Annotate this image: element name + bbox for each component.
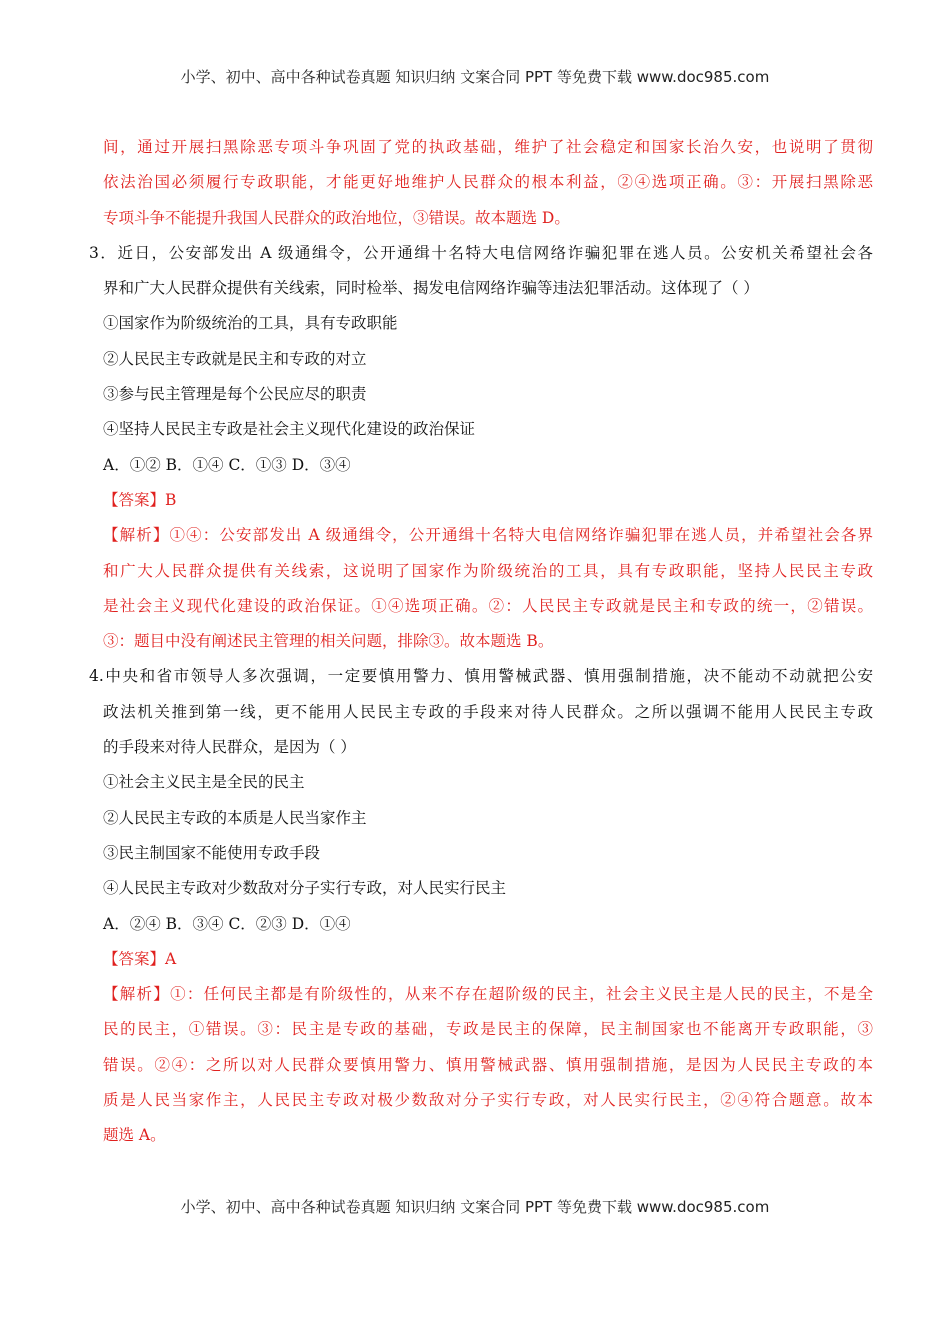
question-4-analysis <box>103 977 873 1012</box>
analysis-label: 【解析】 <box>103 526 170 545</box>
question-3-choices: A．①② B．①④ C．①③ D．③④ <box>103 455 351 474</box>
question-3-option: ②人民民主专政就是民主和专政的对立 <box>103 349 367 368</box>
question-4-option: ③民主制国家不能使用专政手段 <box>103 843 321 862</box>
question-4-analysis: 题选 A。 <box>103 1126 166 1145</box>
analysis-continuation-line: 间，通过开展扫黑除恶专项斗争巩固了党的执政基础，维护了社会稳定和国家长治久安，也说明了贯彻 <box>103 138 873 156</box>
question-4-answer <box>103 942 873 977</box>
question-3-answer <box>103 483 873 518</box>
question-3-option: ④坚持人民民主专政是社会主义现代化建设的政治保证 <box>103 420 476 439</box>
question-4-analysis: 民的民主，①错误。③：民主是专政的基础，专政是民主的保障，民主制国家也不能离开专政职能，③ <box>103 1020 873 1039</box>
answer-value: A <box>165 949 177 968</box>
analysis-continuation-line: 专项斗争不能提升我国人民群众的政治地位，③错误。故本题选 D。 <box>103 208 570 227</box>
question-4-option: ①社会主义民主是全民的民主 <box>103 773 305 792</box>
question-3-analysis: 是社会主义现代化建设的政治保证。①④选项正确。②：人民民主专政就是民主和专政的统一，②错误。 <box>103 596 873 615</box>
question-3-analysis: ③：题目中没有阐述民主管理的相关问题，排除③。故本题选 B。 <box>103 632 554 651</box>
question-4-option: ②人民民主专政的本质是人民当家作主 <box>103 808 367 827</box>
analysis-continuation-line: 依法治国必须履行专政职能，才能更好地维护人民群众的根本利益，②④选项正确。③：开展扫黑除恶 <box>103 173 873 192</box>
question-3-stem: 界和广大人民群众提供有关线索，同时检举、揭发电信网络诈骗等违法犯罪活动。这体现了（ ） <box>103 279 759 298</box>
document-body <box>89 130 873 1154</box>
analysis-text: ①④：公安部发出 A 级通缉令，公开通缉十名特大电信网络诈骗犯罪在逃人员，并希望社会各界 <box>169 526 873 545</box>
analysis-label: 【解析】 <box>103 985 171 1004</box>
page-header: 小学、初中、高中各种试卷真题 知识归纳 文案合同 PPT 等免费下载 www.doc985.com <box>180 68 770 86</box>
question-4-choices: A．②④ B．③④ C．②③ D．①④ <box>103 914 351 933</box>
question-3-stem: 3．近日，公安部发出 A 级通缉令，公开通缉十名特大电信网络诈骗犯罪在逃人员。公安机关希望社会各 <box>89 243 873 262</box>
question-4-stem: 4.中央和省市领导人多次强调，一定要慎用警力、慎用警械武器、慎用强制措施，决不能动不动就把公安 <box>89 667 873 686</box>
question-4-analysis: 质是人民当家作主，人民民主专政对极少数敌对分子实行专政，对人民实行民主，②④符合题意。故本 <box>103 1091 873 1110</box>
answer-label: 【答案】 <box>103 490 166 509</box>
question-4-stem: 政法机关推到第一线，更不能用人民民主专政的手段来对待人民群众。之所以强调不能用人民民主专政 <box>103 702 873 721</box>
question-4-stem: 的手段来对待人民群众，是因为（ ） <box>103 738 356 757</box>
answer-value: B <box>165 490 177 509</box>
question-3-option: ①国家作为阶级统治的工具，具有专政职能 <box>103 314 398 333</box>
question-3-analysis <box>103 518 873 553</box>
question-4-analysis: 错误。②④：之所以对人民群众要慎用警力、慎用警械武器、慎用强制措施，是因为人民民主专政的本 <box>103 1055 873 1074</box>
question-3-option: ③参与民主管理是每个公民应尽的职责 <box>103 385 367 404</box>
question-4-option: ④人民民主专政对少数敌对分子实行专政，对人民实行民主 <box>103 879 507 898</box>
question-3-analysis: 和广大人民群众提供有关线索，这说明了国家作为阶级统治的工具，具有专政职能，坚持人民民主专政 <box>103 561 873 580</box>
analysis-text: ①：任何民主都是有阶级性的，从来不存在超阶级的民主，社会主义民主是人民的民主，不是全 <box>170 985 873 1004</box>
answer-label: 【答案】 <box>103 949 166 968</box>
page-footer: 小学、初中、高中各种试卷真题 知识归纳 文案合同 PPT 等免费下载 www.doc985.com <box>180 1198 770 1216</box>
